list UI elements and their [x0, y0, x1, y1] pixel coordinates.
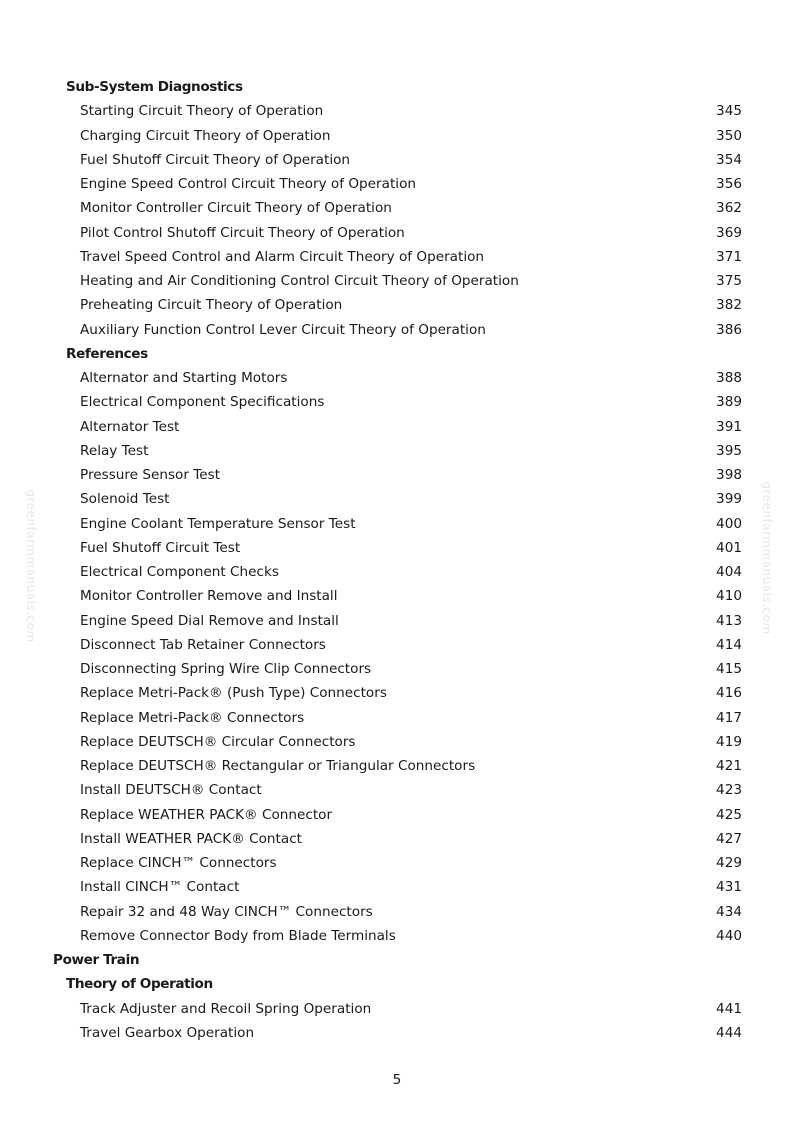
toc-entry-page: 369	[716, 224, 742, 241]
toc-entry-label: References	[66, 345, 148, 362]
toc-entry-page: 431	[716, 879, 742, 896]
toc-entry-page: 441	[716, 1000, 742, 1017]
toc-entry-page: 395	[716, 442, 742, 459]
toc-entry-page: 375	[716, 273, 742, 289]
toc-entry-label: Engine Speed Dial Remove and Install	[80, 612, 339, 629]
toc-section-heading	[0, 972, 794, 996]
toc-entry-label: Install CINCH™ Contact	[80, 879, 240, 896]
toc-entry-label: Solenoid Test	[80, 491, 170, 508]
toc-entry[interactable]	[0, 1021, 794, 1045]
toc-entry-label: Replace DEUTSCH® Rectangular or Triangular Connectors	[80, 758, 476, 774]
toc-entry-page: 354	[716, 151, 742, 168]
toc-entry[interactable]	[0, 851, 794, 875]
toc-entry-label: Monitor Controller Circuit Theory of Operation	[80, 200, 392, 217]
toc-entry-page: 371	[716, 248, 742, 265]
toc-entry[interactable]	[0, 875, 794, 899]
toc-entry-label: Theory of Operation	[66, 976, 213, 993]
toc-entry-label: Electrical Component Specifications	[80, 394, 325, 411]
toc-entry-page: 410	[716, 588, 742, 605]
toc-entry[interactable]	[0, 99, 794, 123]
toc-entry[interactable]	[0, 366, 794, 390]
page-number: 5	[392, 1072, 402, 1088]
toc-entry-label: Pilot Control Shutoff Circuit Theory of Operation	[80, 224, 405, 241]
toc-entry[interactable]	[0, 415, 794, 439]
toc-entry-page: 421	[716, 758, 742, 774]
toc-entry[interactable]	[0, 221, 794, 245]
toc-entry-page: 444	[716, 1024, 742, 1041]
toc-entry-label: Replace CINCH™ Connectors	[80, 855, 277, 871]
toc-entry-page: 423	[716, 782, 742, 799]
toc-entry[interactable]	[0, 584, 794, 608]
toc-entry-page: 425	[716, 806, 742, 823]
watermark-right: greenfarmmanuals.com	[760, 481, 774, 635]
toc-entry[interactable]	[0, 390, 794, 414]
toc-entry-page: 345	[716, 103, 742, 120]
toc-entry[interactable]	[0, 803, 794, 827]
toc-entry-page: 400	[716, 515, 742, 532]
toc-entry-label: Fuel Shutoff Circuit Test	[80, 539, 241, 556]
toc-entry-label: Starting Circuit Theory of Operation	[80, 103, 324, 120]
toc-entry-page: 350	[716, 127, 742, 144]
toc-entry[interactable]	[0, 293, 794, 317]
toc-entry[interactable]	[0, 172, 794, 196]
toc-entry-page: 419	[716, 733, 742, 750]
toc-entry-page: 386	[716, 321, 742, 338]
toc-entry-page: 362	[716, 200, 742, 217]
toc-entry-label: Disconnecting Spring Wire Clip Connectors	[80, 661, 372, 677]
toc-entry[interactable]	[0, 754, 794, 778]
toc-entry[interactable]	[0, 827, 794, 851]
toc-entry-label: Travel Speed Control and Alarm Circuit Theory of Operation	[80, 248, 485, 265]
toc-entry-page: 382	[716, 297, 742, 314]
toc-entry[interactable]	[0, 997, 794, 1021]
toc-entry-label: Install DEUTSCH® Contact	[80, 782, 262, 799]
toc-entry-label: Replace WEATHER PACK® Connector	[80, 806, 333, 823]
toc-entry-label: Electrical Component Checks	[80, 564, 279, 580]
toc-entry-page: 416	[716, 685, 742, 702]
toc-entry-label: Alternator and Starting Motors	[80, 370, 288, 386]
toc-entry-label: Repair 32 and 48 Way CINCH™ Connectors	[80, 903, 373, 920]
toc-entry-label: Engine Speed Control Circuit Theory of Operation	[80, 176, 417, 192]
toc-entry-label: Remove Connector Body from Blade Terminals	[80, 927, 396, 944]
toc-entry-page: 401	[716, 539, 742, 556]
toc-entry-label: Replace Metri-Pack® (Push Type) Connectors	[80, 685, 387, 702]
toc-entry[interactable]	[0, 124, 794, 148]
toc-entry-label: Preheating Circuit Theory of Operation	[80, 297, 343, 314]
toc-entry[interactable]	[0, 318, 794, 342]
toc-section-heading	[0, 75, 794, 99]
toc-entry-label: Disconnect Tab Retainer Connectors	[80, 636, 326, 653]
toc-entry-page: 440	[716, 927, 742, 944]
toc-entry-page: 413	[716, 612, 742, 629]
toc-entry[interactable]	[0, 196, 794, 220]
toc-entry-label: Travel Gearbox Operation	[80, 1024, 255, 1041]
toc-entry-label: Fuel Shutoff Circuit Theory of Operation	[80, 151, 351, 168]
toc-entry-label: Replace DEUTSCH® Circular Connectors	[80, 733, 356, 750]
toc-entry-page: 389	[716, 394, 742, 411]
toc-section-heading	[0, 342, 794, 366]
toc-entry[interactable]	[0, 657, 794, 681]
toc-entry-page: 434	[716, 903, 742, 920]
toc-entry-label: Replace Metri-Pack® Connectors	[80, 709, 305, 726]
toc-entry-label: Monitor Controller Remove and Install	[80, 588, 338, 605]
toc-entry[interactable]	[0, 560, 794, 584]
toc-entry[interactable]	[0, 633, 794, 657]
watermark-left: greenfarmmanuals.com	[24, 489, 38, 643]
toc-entry[interactable]	[0, 269, 794, 293]
toc-entry-page: 356	[716, 176, 742, 192]
toc-entry-label: Relay Test	[80, 442, 149, 459]
toc-entry[interactable]	[0, 730, 794, 754]
toc-entry[interactable]	[0, 706, 794, 730]
toc-entry-page: 399	[716, 491, 742, 508]
toc-entry-label: Charging Circuit Theory of Operation	[80, 127, 331, 144]
toc-entry-label: Alternator Test	[80, 418, 180, 435]
toc-entry[interactable]	[0, 924, 794, 948]
toc-entry-page: 415	[716, 661, 742, 677]
toc-entry-label: Track Adjuster and Recoil Spring Operation	[80, 1000, 372, 1017]
toc-entry[interactable]	[0, 487, 794, 511]
table-of-contents	[0, 75, 794, 1045]
toc-entry-label: Power Train	[53, 952, 140, 968]
toc-entry-page: 398	[716, 467, 742, 483]
toc-entry[interactable]	[0, 681, 794, 705]
toc-entry-label: Heating and Air Conditioning Control Circuit Theory of Operation	[80, 273, 519, 289]
toc-entry-label: Auxiliary Function Control Lever Circuit Theory of Operation	[80, 321, 486, 338]
toc-entry-label: Sub-System Diagnostics	[66, 79, 243, 95]
toc-entry-page: 404	[716, 564, 742, 580]
toc-entry[interactable]	[0, 536, 794, 560]
toc-entry[interactable]	[0, 439, 794, 463]
toc-entry-page: 429	[716, 855, 742, 871]
toc-entry[interactable]	[0, 609, 794, 633]
toc-section-heading	[0, 948, 794, 972]
toc-entry-page: 391	[716, 418, 742, 435]
toc-entry[interactable]	[0, 245, 794, 269]
toc-entry-page: 417	[716, 709, 742, 726]
toc-entry-page: 388	[716, 370, 742, 386]
toc-entry[interactable]	[0, 463, 794, 487]
toc-entry[interactable]	[0, 148, 794, 172]
toc-entry-page: 414	[716, 636, 742, 653]
toc-entry[interactable]	[0, 778, 794, 802]
toc-entry-label: Pressure Sensor Test	[80, 467, 221, 483]
toc-entry-label: Engine Coolant Temperature Sensor Test	[80, 515, 356, 532]
toc-entry-label: Install WEATHER PACK® Contact	[80, 830, 302, 847]
toc-entry[interactable]	[0, 512, 794, 536]
toc-entry-page: 427	[716, 830, 742, 847]
toc-entry[interactable]	[0, 900, 794, 924]
